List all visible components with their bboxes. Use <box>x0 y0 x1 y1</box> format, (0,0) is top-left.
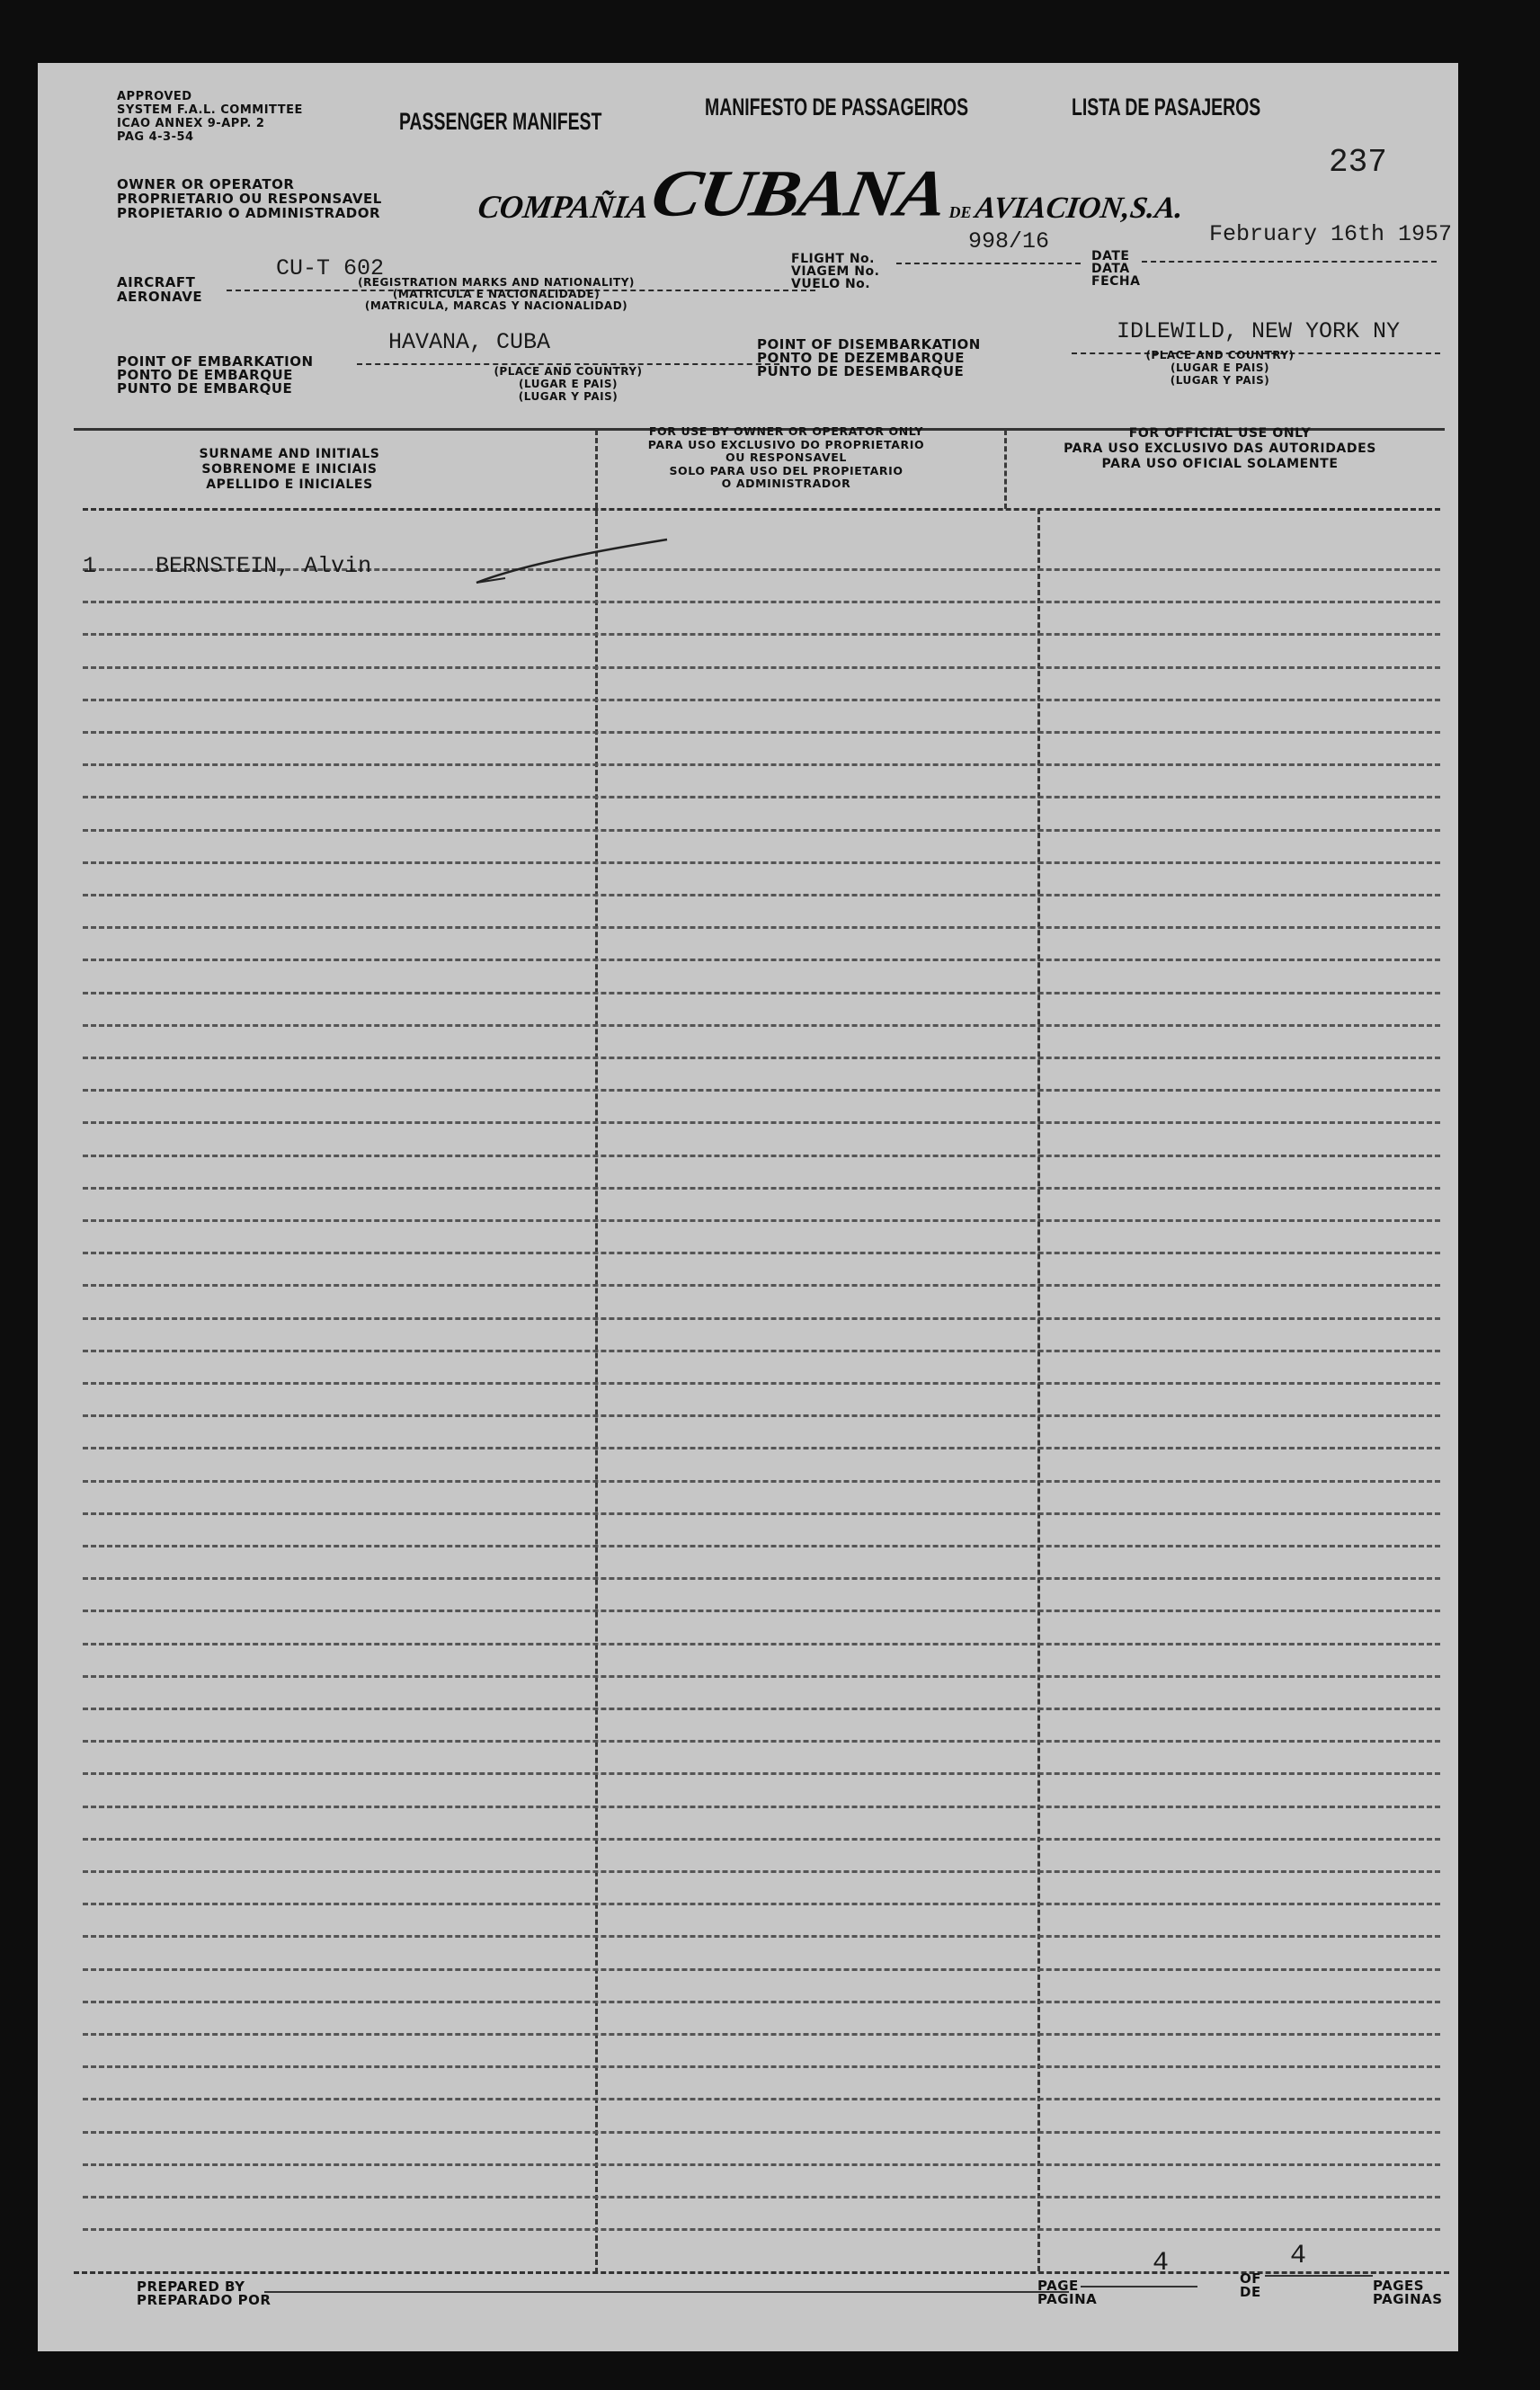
ruled-row-line <box>83 601 1440 603</box>
ruled-row-line <box>83 1252 1440 1254</box>
ruled-row-line <box>83 1935 1440 1938</box>
flight-labels <box>791 253 879 290</box>
owner-label: PROPRIETARIO OU RESPONSAVEL <box>117 191 382 207</box>
of-label: DE <box>1240 2284 1261 2300</box>
disembarkation-sub-line: (PLACE AND COUNTRY) <box>1145 349 1295 361</box>
aircraft-label: AERONAVE <box>117 289 203 305</box>
ruled-row-line <box>83 796 1440 798</box>
approval-block <box>117 90 303 144</box>
title-portuguese: MANIFESTO DE PASSAGEIROS <box>705 94 969 120</box>
pages-labels <box>1373 2279 1443 2306</box>
disembarkation-sub-line: (LUGAR Y PAIS) <box>1170 374 1270 387</box>
embarkation-label: PUNTO DE EMBARQUE <box>117 380 293 397</box>
embarkation-label: POINT OF EMBARKATION <box>117 353 314 370</box>
of-labels <box>1240 2272 1261 2299</box>
flight-label: VIAGEM No. <box>791 264 880 279</box>
aircraft-sub-line: (MATRICULA E NACIONALIDADE) <box>392 288 601 300</box>
prepared-by-line <box>264 2291 1069 2293</box>
date-value: February 16th 1957 <box>1209 221 1453 247</box>
ruled-row-line <box>83 1057 1440 1059</box>
ruled-row-line <box>83 2001 1440 2003</box>
ruled-row-line <box>83 1155 1440 1157</box>
column-header-line: APELLIDO E INICIALES <box>206 477 373 492</box>
embarkation-label: PONTO DE EMBARQUE <box>117 367 293 383</box>
ruled-row-line <box>83 1480 1440 1483</box>
passenger-number: 1 <box>83 553 97 579</box>
company-de: DE <box>948 203 972 221</box>
date-label: DATA <box>1091 262 1130 276</box>
column-header-line: FOR USE BY OWNER OR OPERATOR ONLY <box>648 424 924 438</box>
date-labels <box>1091 250 1140 288</box>
ruled-row-line <box>83 2228 1440 2231</box>
ruled-row-line <box>83 1414 1440 1417</box>
disembarkation-value: IDLEWILD, NEW YORK NY <box>1117 318 1401 344</box>
page-label: PAGINA <box>1037 2291 1098 2307</box>
flight-field <box>896 228 1081 264</box>
column-header-line: SURNAME AND INITIALS <box>199 447 380 461</box>
ruled-row-line <box>83 861 1440 864</box>
aircraft-sub <box>334 277 658 312</box>
embarkation-sub-line: (LUGAR E PAIS) <box>519 378 618 390</box>
embarkation-sub-line: (PLACE AND COUNTRY) <box>494 365 643 378</box>
disembarkation-label: PUNTO DE DESEMBARQUE <box>757 363 965 379</box>
ruled-row-line <box>83 926 1440 929</box>
aircraft-sub-line: (MATRICULA, MARCAS Y NACIONALIDAD) <box>364 299 628 312</box>
approval-line: APPROVED <box>117 90 192 103</box>
disembarkation-label: POINT OF DISEMBARKATION <box>757 336 981 352</box>
ruled-row-line <box>83 894 1440 896</box>
pages-label: PAGES <box>1373 2278 1425 2294</box>
page-stamp-number: 237 <box>1329 144 1387 181</box>
aircraft-label: AIRCRAFT <box>117 274 196 290</box>
date-label: FECHA <box>1091 274 1141 289</box>
ruled-row-line <box>83 1382 1440 1385</box>
ruled-row-line <box>83 1740 1440 1743</box>
column-header-line: FOR OFFICIAL USE ONLY <box>1128 426 1312 441</box>
date-label: DATE <box>1091 249 1130 263</box>
owner-label: OWNER OR OPERATOR <box>117 176 295 192</box>
table-header-bottom-rule <box>83 508 1440 511</box>
ruled-row-line <box>83 1284 1440 1287</box>
embarkation-field <box>357 329 779 365</box>
title-spanish: LISTA DE PASAJEROS <box>1072 94 1261 120</box>
column-header-official <box>1009 426 1431 472</box>
ruled-row-line <box>83 731 1440 734</box>
prepared-by-label: PREPARED BY <box>137 2279 245 2295</box>
approval-line: SYSTEM F.A.L. COMMITTEE <box>117 103 303 117</box>
disembarkation-sub <box>1112 349 1328 387</box>
total-pages-line <box>1265 2275 1373 2277</box>
page-labels <box>1037 2279 1097 2306</box>
page-number-line <box>1081 2286 1197 2287</box>
total-pages: 4 <box>1290 2241 1307 2271</box>
column-header-line: OU RESPONSAVEL <box>725 450 847 464</box>
aircraft-sub-line: (REGISTRATION MARKS AND NATIONALITY) <box>358 276 635 289</box>
checkmark-stroke <box>469 529 676 592</box>
ruled-row-line <box>83 2131 1440 2134</box>
manifest-sheet <box>38 63 1458 2351</box>
aircraft-value: CU-T 602 <box>276 255 385 281</box>
company-prefix: COMPAÑIA <box>476 189 652 225</box>
pages-label: PAGINAS <box>1373 2291 1443 2307</box>
prepared-by-label: PREPARADO POR <box>137 2292 272 2308</box>
date-field <box>1142 221 1453 263</box>
ruled-row-line <box>83 1024 1440 1027</box>
disembarkation-sub-line: (LUGAR E PAIS) <box>1171 361 1269 374</box>
ruled-row-line <box>83 1806 1440 1808</box>
column-header-owner <box>591 425 982 491</box>
embarkation-value: HAVANA, CUBA <box>388 329 551 355</box>
ruled-row-line <box>83 1838 1440 1841</box>
ruled-row-line <box>83 1903 1440 1905</box>
flight-label: VUELO No. <box>791 277 871 291</box>
embarkation-sub <box>460 365 676 403</box>
ruled-row-line <box>83 1447 1440 1449</box>
column-divider <box>1037 509 1040 2271</box>
ruled-row-line <box>83 633 1440 636</box>
column-header-line: PARA USO EXCLUSIVO DAS AUTORIDADES <box>1064 441 1376 456</box>
embarkation-labels <box>117 355 314 396</box>
approval-line: PAG 4-3-54 <box>117 130 194 144</box>
ruled-row-line <box>83 1675 1440 1678</box>
ruled-row-line <box>83 1350 1440 1352</box>
ruled-row-line <box>83 1219 1440 1222</box>
passenger-row <box>83 553 371 579</box>
ruled-row-line <box>83 2196 1440 2198</box>
column-header-line: PARA USO EXCLUSIVO DO PROPRIETARIO <box>647 437 925 451</box>
disembarkation-labels <box>757 338 981 379</box>
ruled-row-line <box>83 763 1440 766</box>
passenger-name: BERNSTEIN, Alvin <box>156 553 372 579</box>
flight-value: 998/16 <box>968 228 1050 254</box>
ruled-row-line <box>83 2033 1440 2036</box>
ruled-row-line <box>83 1089 1440 1092</box>
ruled-row-line <box>83 666 1440 669</box>
ruled-row-line <box>83 1870 1440 1873</box>
flight-label: FLIGHT No. <box>791 252 875 266</box>
ruled-row-line <box>83 1317 1440 1320</box>
ruled-row-line <box>83 699 1440 701</box>
ruled-row-line <box>83 1545 1440 1547</box>
ruled-row-line <box>83 2098 1440 2100</box>
ruled-row-line <box>83 992 1440 994</box>
ruled-row-line <box>83 1968 1440 1971</box>
ruled-row-line <box>83 1643 1440 1645</box>
owner-labels <box>117 177 382 220</box>
approval-line: ICAO ANNEX 9-APP. 2 <box>117 117 265 130</box>
column-header-line: PARA USO OFICIAL SOLAMENTE <box>1101 457 1339 471</box>
company-logo <box>476 151 1186 230</box>
page-label: PAGE <box>1037 2278 1079 2294</box>
company-suffix: AVIACION,S.A. <box>973 192 1186 225</box>
ruled-row-line <box>83 1577 1440 1580</box>
column-header-line: O ADMINISTRADOR <box>721 477 851 490</box>
ruled-row-line <box>83 1708 1440 1710</box>
title-english: PASSENGER MANIFEST <box>399 108 602 135</box>
aircraft-labels <box>117 275 202 304</box>
ruled-row-line <box>83 829 1440 832</box>
column-divider <box>1004 430 1007 509</box>
ruled-row-line <box>83 1772 1440 1775</box>
embarkation-sub-line: (LUGAR Y PAIS) <box>518 390 619 403</box>
ruled-row-line <box>83 1512 1440 1515</box>
prepared-by-labels <box>137 2280 271 2307</box>
ruled-row-line <box>83 1610 1440 1612</box>
page-number: 4 <box>1153 2248 1170 2279</box>
of-label: OF <box>1240 2270 1261 2287</box>
column-header-line: SOBRENOME E INICIAIS <box>201 462 378 477</box>
ruled-row-line <box>83 2065 1440 2068</box>
ruled-row-line <box>83 959 1440 961</box>
owner-label: PROPIETARIO O ADMINISTRADOR <box>117 205 381 221</box>
column-header-name <box>155 447 424 493</box>
ruled-row-line <box>83 1121 1440 1124</box>
column-header-line: SOLO PARA USO DEL PROPIETARIO <box>669 463 904 477</box>
ruled-row-line <box>83 1187 1440 1190</box>
company-name: CUBANA <box>645 156 952 230</box>
disembarkation-label: PONTO DE DEZEMBARQUE <box>757 350 965 366</box>
ruled-row-line <box>83 2163 1440 2166</box>
